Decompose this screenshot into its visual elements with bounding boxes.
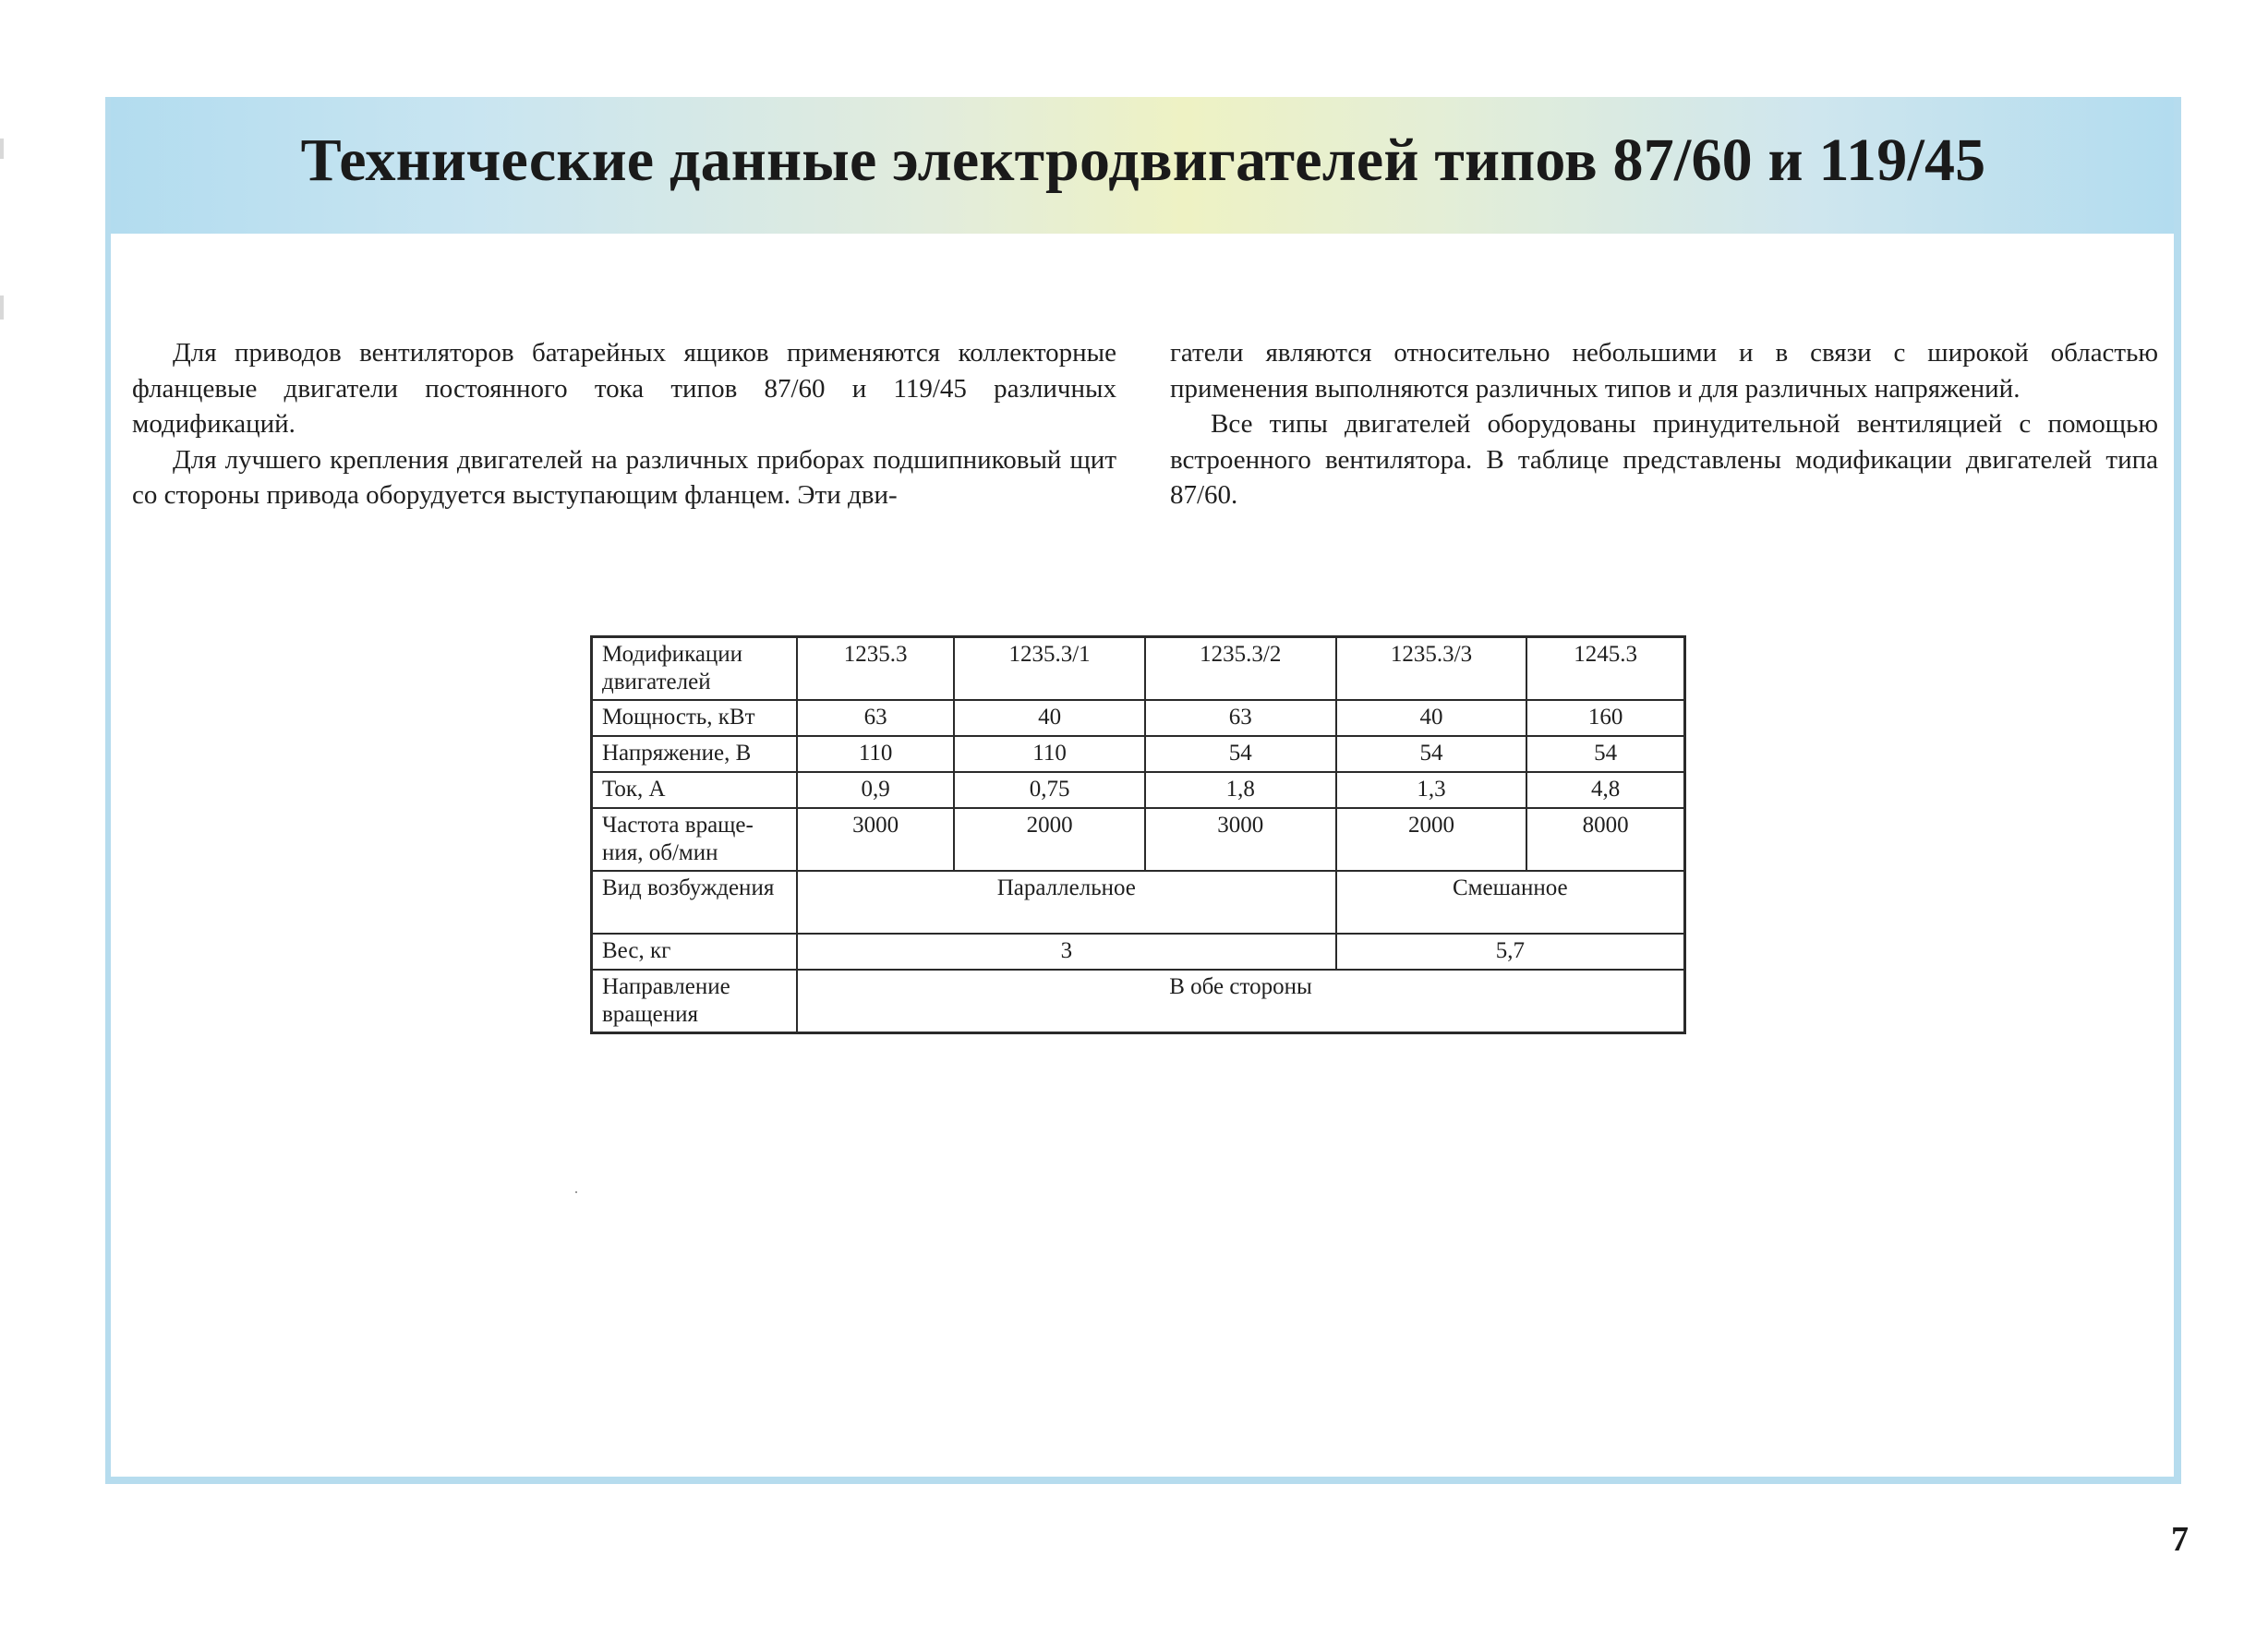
table-row: [592, 637, 1685, 701]
table-cell: 110: [797, 736, 954, 772]
table-cell: 160: [1526, 700, 1684, 736]
paragraph: Для лучшего крепления двигателей на различных приборах подшипниковый щит со стороны привода оборудуется выступающим фланцем. Эти дви-: [132, 444, 1116, 510]
table-cell: 40: [1336, 700, 1527, 736]
table-row: [592, 934, 1685, 970]
column-header: 1235.3/3: [1336, 637, 1527, 701]
text-column-right: [1170, 335, 2158, 513]
table-row: [592, 970, 1685, 1033]
table-cell: 3: [797, 934, 1336, 970]
table-cell: 2000: [954, 808, 1145, 871]
table-row: [592, 736, 1685, 772]
row-label: Ток, А: [592, 772, 798, 808]
row-label: Направление вращения: [592, 970, 798, 1033]
page-title: Технические данные электродвигателей типов 87/60 и 119/45: [300, 127, 1986, 194]
table-cell: 1,8: [1145, 772, 1336, 808]
row-label: Вид возбуждения: [592, 871, 798, 934]
table-cell: 3000: [797, 808, 954, 871]
table-cell: 2000: [1336, 808, 1527, 871]
table-cell: 5,7: [1336, 934, 1685, 970]
table-cell: 54: [1526, 736, 1684, 772]
column-header: 1245.3: [1526, 637, 1684, 701]
row-label: Вес, кг: [592, 934, 798, 970]
table-cell: 54: [1145, 736, 1336, 772]
specs-table: [590, 635, 1686, 1034]
table-cell: 40: [954, 700, 1145, 736]
table-cell: 110: [954, 736, 1145, 772]
table-row: [592, 808, 1685, 871]
table-row: [592, 772, 1685, 808]
table-cell: 1,3: [1336, 772, 1527, 808]
row-label: Мощность, кВт: [592, 700, 798, 736]
table-row: [592, 871, 1685, 934]
scan-edge-mark: [0, 296, 4, 320]
row-label: Модификации двигателей: [592, 637, 798, 701]
column-header: 1235.3/2: [1145, 637, 1336, 701]
table-row: [592, 700, 1685, 736]
table-cell: 63: [1145, 700, 1336, 736]
column-header: 1235.3: [797, 637, 954, 701]
row-label: Напряжение, В: [592, 736, 798, 772]
page-number: 7: [2171, 1520, 2189, 1559]
table-cell: В обе стороны: [797, 970, 1685, 1033]
paragraph: Для приводов вентиляторов батарейных ящиков применяются коллекторные фланцевые двигатели постоянного тока типов 87/60 и 119/45 различных модификаций.: [132, 338, 1116, 439]
table-cell: Смешанное: [1336, 871, 1685, 934]
table-cell: 63: [797, 700, 954, 736]
table-cell: 4,8: [1526, 772, 1684, 808]
table-cell: 0,75: [954, 772, 1145, 808]
table-cell: 3000: [1145, 808, 1336, 871]
row-label: Частота вращения, об/мин: [592, 808, 798, 871]
table-cell: 8000: [1526, 808, 1684, 871]
table-cell: 0,9: [797, 772, 954, 808]
paragraph: гатели являются относительно небольшими и в связи с широкой областью применения выполняются различных типов и для различных напряжений.: [1170, 338, 2158, 404]
column-header: 1235.3/1: [954, 637, 1145, 701]
table-cell: Параллельное: [797, 871, 1336, 934]
text-column-left: [132, 335, 1116, 513]
paragraph: Все типы двигателей оборудованы принудительной вентиляцией с помощью встроенного вентилятора. В таблице представлены модификации двигателей типа 87/60.: [1170, 409, 2158, 510]
table-cell: 54: [1336, 736, 1527, 772]
scan-speck: [575, 1191, 577, 1193]
scan-edge-mark: [0, 139, 4, 159]
